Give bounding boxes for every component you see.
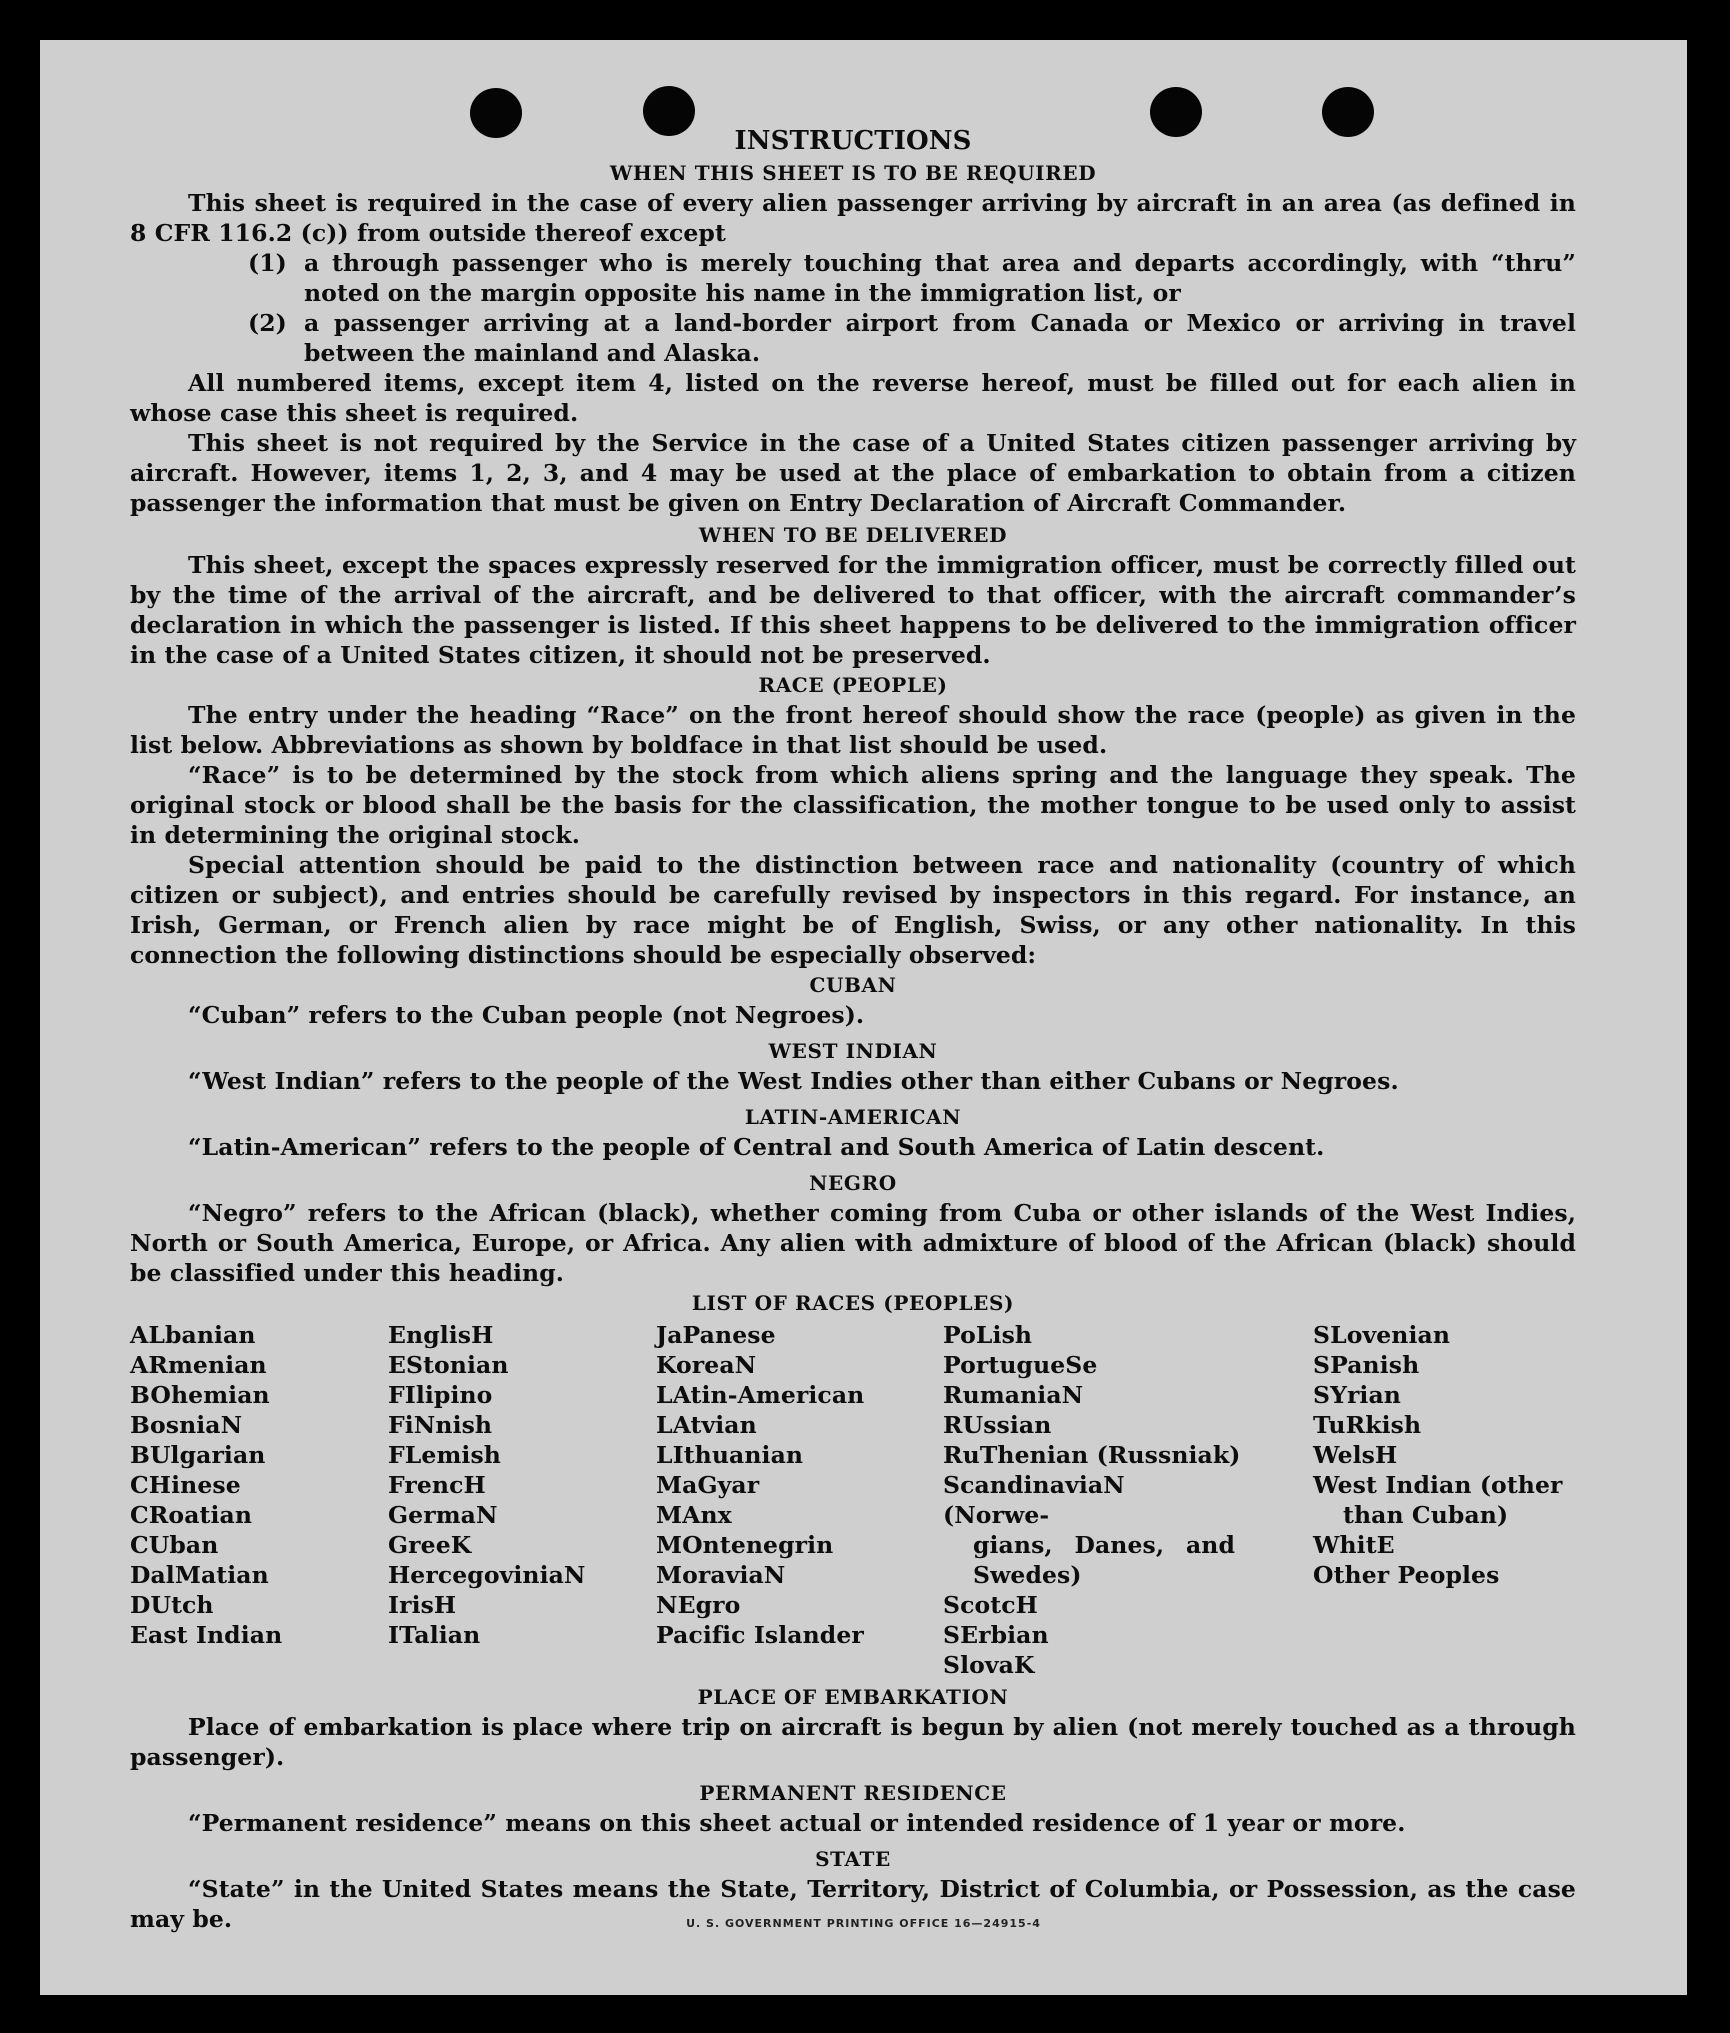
- section-heading: LIST OF RACES (PEOPLES): [691, 1291, 1015, 1315]
- race-list-item: West Indian (other: [1313, 1471, 1563, 1499]
- exception-item: [130, 248, 1576, 308]
- race-list-item: MaGyar: [656, 1471, 760, 1499]
- paragraph: “Permanent residence” means on this sheet actual or intended residence of 1 year or more.: [188, 1809, 1406, 1837]
- race-list-item: WhitE: [1313, 1531, 1395, 1559]
- race-list-item: HercegoviniaN: [388, 1561, 586, 1589]
- printer-imprint: U. S. GOVERNMENT PRINTING OFFICE 16—24915-4: [686, 1917, 1041, 1930]
- document-sheet: [40, 40, 1687, 1995]
- race-list-item: EStonian: [388, 1351, 509, 1379]
- item-number: (1): [248, 249, 287, 277]
- section-heading: STATE: [815, 1847, 891, 1871]
- race-list-item: LIthuanian: [656, 1441, 804, 1469]
- paragraph: The entry under the heading “Race” on the front hereof should show the race (people) as given in the list below. Abbreviations as shown by boldface in that list should be used.: [130, 701, 1576, 759]
- race-list-item: SLovenian: [1313, 1321, 1451, 1349]
- paragraph: “State” in the United States means the State, Territory, District of Columbia, or Possession, as the case may be.: [130, 1875, 1576, 1933]
- item-text: a passenger arriving at a land-border airport from Canada or Mexico or arriving in travel between the mainland and Alaska.: [304, 309, 1576, 367]
- race-list-item: FIlipino: [388, 1381, 493, 1409]
- race-list-item: ITalian: [388, 1621, 481, 1649]
- race-list-item: RUssian: [943, 1411, 1052, 1439]
- race-list-item: CUban: [130, 1531, 219, 1559]
- race-list-item: FrencH: [388, 1471, 486, 1499]
- column-gap: [1235, 1320, 1313, 1680]
- paragraph: This sheet is required in the case of every alien passenger arriving by aircraft in an area (as defined in 8 CFR 116.2 (c)) from outside thereof except: [130, 189, 1576, 247]
- section-heading: PERMANENT RESIDENCE: [699, 1781, 1007, 1805]
- section-heading: CUBAN: [809, 973, 897, 997]
- section-heading: NEGRO: [809, 1171, 897, 1195]
- race-list-item: LAtvian: [656, 1411, 757, 1439]
- section-heading: WEST INDIAN: [768, 1039, 938, 1063]
- instructions-body: [130, 120, 1576, 1934]
- race-list-item: CHinese: [130, 1471, 241, 1499]
- race-list-item: MAnx: [656, 1501, 732, 1529]
- race-list-item: Other Peoples: [1313, 1561, 1500, 1589]
- race-list-item: JaPanese: [656, 1321, 776, 1349]
- race-list-item: DalMatian: [130, 1561, 269, 1589]
- race-list-item: FiNnish: [388, 1411, 493, 1439]
- race-list-item: BUlgarian: [130, 1441, 266, 1469]
- race-list-item: CRoatian: [130, 1501, 253, 1529]
- race-list-item: FLemish: [388, 1441, 501, 1469]
- race-column: [1313, 1320, 1576, 1680]
- race-list-item: MOntenegrin: [656, 1531, 834, 1559]
- race-list-item: DUtch: [130, 1591, 214, 1619]
- race-column: [943, 1320, 1241, 1680]
- race-list-item-continued: than Cuban): [1343, 1501, 1509, 1529]
- paragraph: “Race” is to be determined by the stock from which aliens spring and the language they speak. The original stock or blood shall be the basis for the classification, the mother tongue to be used only to assist in determining the original stock.: [130, 761, 1576, 849]
- paragraph: “Latin-American” refers to the people of Central and South America of Latin descent.: [188, 1133, 1325, 1161]
- race-list-item: NEgro: [656, 1591, 741, 1619]
- exception-item: [130, 308, 1576, 368]
- section-heading: WHEN TO BE DELIVERED: [698, 523, 1008, 547]
- paragraph: This sheet, except the spaces expressly reserved for the immigration officer, must be correctly filled out by the time of the arrival of the aircraft, and be delivered to that officer, with the aircraft commander’s declaration in which the passenger is listed. If this sheet happens to be delivered to the immigration officer in the case of a United States citizen, it should not be preserved.: [130, 551, 1576, 669]
- section-heading: WHEN THIS SHEET IS TO BE REQUIRED: [609, 161, 1097, 185]
- race-list-item: IrisH: [388, 1591, 457, 1619]
- race-list-item: ScotcH: [943, 1591, 1038, 1619]
- race-list-item: LAtin-American: [656, 1381, 865, 1409]
- race-list-item: MoraviaN: [656, 1561, 786, 1589]
- race-list-item: TuRkish: [1313, 1411, 1422, 1439]
- race-list-group: [1313, 1320, 1576, 1470]
- race-list-group: [943, 1320, 1241, 1470]
- paragraph: Place of embarkation is place where trip on aircraft is begun by alien (not merely touched as a through passenger).: [130, 1713, 1576, 1771]
- race-list-item: BOhemian: [130, 1381, 270, 1409]
- paragraph: “Cuban” refers to the Cuban people (not Negroes).: [188, 1001, 865, 1029]
- race-list-item: ALbanian: [130, 1321, 256, 1349]
- section-heading: LATIN-AMERICAN: [744, 1105, 962, 1129]
- race-list-item: PortugueSe: [943, 1351, 1098, 1379]
- paragraph: “West Indian” refers to the people of the West Indies other than either Cubans or Negroes.: [188, 1067, 1399, 1095]
- paragraph: Special attention should be paid to the distinction between race and nationality (country of which citizen or subject), and entries should be carefully revised by inspectors in this regard. For instance, an Irish, German, or French alien by race might be of English, Swiss, or any other nationality. In this connection the following distinctions should be especially observed:: [130, 851, 1576, 969]
- race-list: [130, 1320, 1576, 1680]
- race-list-item: ScandinaviaN (Norwe-: [943, 1471, 1125, 1529]
- paragraph: All numbered items, except item 4, listed on the reverse hereof, must be filled out for each alien in whose case this sheet is required.: [130, 369, 1576, 427]
- paragraph: This sheet is not required by the Service in the case of a United States citizen passenger arriving by aircraft. However, items 1, 2, 3, and 4 may be used at the place of embarkation to obtain from a citizen passenger the information that must be given on Entry Declaration of Aircraft Commander.: [130, 429, 1576, 517]
- race-column: [388, 1320, 656, 1680]
- item-text: a through passenger who is merely touching that area and departs accordingly, with “thru” noted on the margin opposite his name in the immigration list, or: [304, 249, 1576, 307]
- race-list-item: SPanish: [1313, 1351, 1420, 1379]
- race-list-item: RumaniaN: [943, 1381, 1084, 1409]
- section-heading: RACE (PEOPLE): [758, 673, 948, 697]
- section-heading: PLACE OF EMBARKATION: [697, 1685, 1009, 1709]
- race-list-item: BosniaN: [130, 1411, 243, 1439]
- race-list-group: [943, 1590, 1235, 1680]
- page-title: INSTRUCTIONS: [734, 126, 972, 156]
- race-list-item: RuThenian (Russniak): [943, 1441, 1241, 1469]
- race-column: [130, 1320, 388, 1680]
- race-list-item: SYrian: [1313, 1381, 1401, 1409]
- race-list-item: ARmenian: [130, 1351, 267, 1379]
- race-list-item: East Indian: [130, 1621, 283, 1649]
- race-list-group: [1313, 1530, 1576, 1590]
- race-list-item: Pacific Islander: [656, 1621, 864, 1649]
- race-list-item: GermaN: [388, 1501, 498, 1529]
- race-list-item: PoLish: [943, 1321, 1033, 1349]
- race-column: [656, 1320, 943, 1680]
- item-number: (2): [248, 309, 287, 337]
- paragraph: “Negro” refers to the African (black), whether coming from Cuba or other islands of the West Indies, North or South America, Europe, or Africa. Any alien with admixture of blood of the African (black) should be classified under this heading.: [130, 1199, 1576, 1287]
- race-list-item: EnglisH: [388, 1321, 494, 1349]
- race-list-item: GreeK: [388, 1531, 472, 1559]
- race-list-item-continued: gians, Danes, and Swedes): [973, 1531, 1235, 1589]
- race-list-item: KoreaN: [656, 1351, 757, 1379]
- race-list-item: WelsH: [1313, 1441, 1398, 1469]
- race-list-item: SErbian: [943, 1621, 1049, 1649]
- race-list-item: SlovaK: [943, 1651, 1035, 1679]
